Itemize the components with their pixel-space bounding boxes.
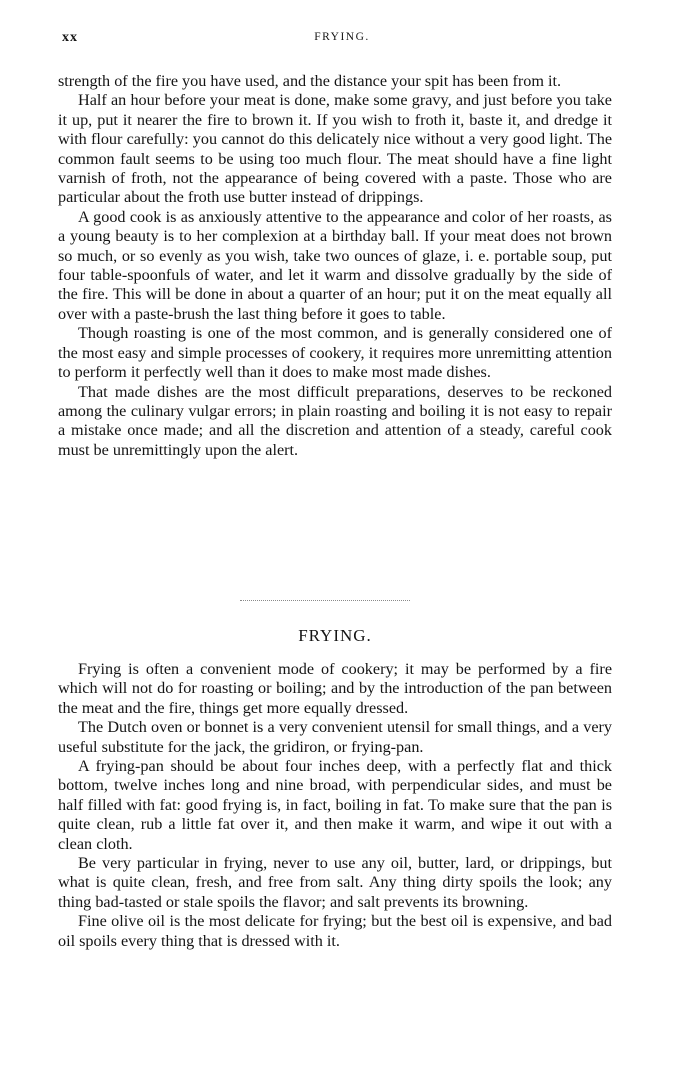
paragraph: strength of the fire you have used, and the distance your spit has been from it. (58, 72, 562, 90)
paragraph: Though roasting is one of the most common, and is generally considered one of the most easy and simple processes of cookery, it requires more unremitting attention to perform it perfectly well than it does to make most made dishes. (58, 324, 612, 382)
section-title: FRYING. (298, 626, 372, 645)
section-divider (240, 600, 410, 601)
page-header (62, 30, 622, 50)
paragraph: Fine olive oil is the most delicate for frying; but the best oil is expensive, and bad oil spoils every thing that is dressed with it. (58, 912, 612, 950)
paragraph: A frying-pan should be about four inches deep, with a perfectly flat and thick bottom, twelve inches long and nine broad, with perpendicular sides, and must be half filled with fat: good frying is, in fact, boiling in fat. To make sure that the pan is quite clean, rub a little fat over it, and then make it warm, and wipe it out with a clean cloth. (58, 757, 612, 853)
paragraph: A good cook is as anxiously attentive to the appearance and color of her roasts, as a young beauty is to her complexion at a birthday ball. If your meat does not brown so much, or so evenly as you wish, take two ounces of glaze, i. e. portable soup, put four table-spoonfuls of water, and let it warm and dissolve gradually by the side of the fire. This will be done in about a quarter of an hour; put it on the meat equally all over with a paste-brush the last thing before it goes to table. (58, 207, 612, 323)
paragraph: Be very particular in frying, never to use any oil, butter, lard, or drippings, but what is quite clean, fresh, and free from salt. Any thing dirty spoils the look; any thing bad-tasted or stale spoils the flavor; and salt prevents its browning. (58, 854, 612, 911)
frying-section (58, 660, 612, 951)
page-number: xx (62, 30, 78, 45)
running-title: FRYING. (314, 31, 370, 43)
paragraph: Frying is often a convenient mode of cookery; it may be performed by a fire which will not do for roasting or boiling; and by the introduction of the pan between the meat and the fire, things get more equally dressed. (58, 660, 612, 717)
roasting-section (58, 72, 612, 460)
paragraph: Half an hour before your meat is done, make some gravy, and just before you take it up, put it nearer the fire to brown it. If you wish to froth it, baste it, and dredge it with flour carefully: you cannot do this delicately nice without a very good light. The common fault seems to be using too much flour. The meat should have a fine light varnish of froth, not the appearance of being covered with a paste. Those who are particular about the froth use butter instead of drippings. (58, 91, 612, 207)
paragraph: That made dishes are the most difficult preparations, deserves to be reckoned among the culinary vulgar errors; in plain roasting and boiling it is not easy to repair a mistake once made; and all the discretion and attention of a steady, careful cook must be unremittingly upon the alert. (58, 382, 612, 459)
paragraph: The Dutch oven or bonnet is a very convenient utensil for small things, and a very useful substitute for the jack, the gridiron, or frying-pan. (58, 718, 612, 756)
